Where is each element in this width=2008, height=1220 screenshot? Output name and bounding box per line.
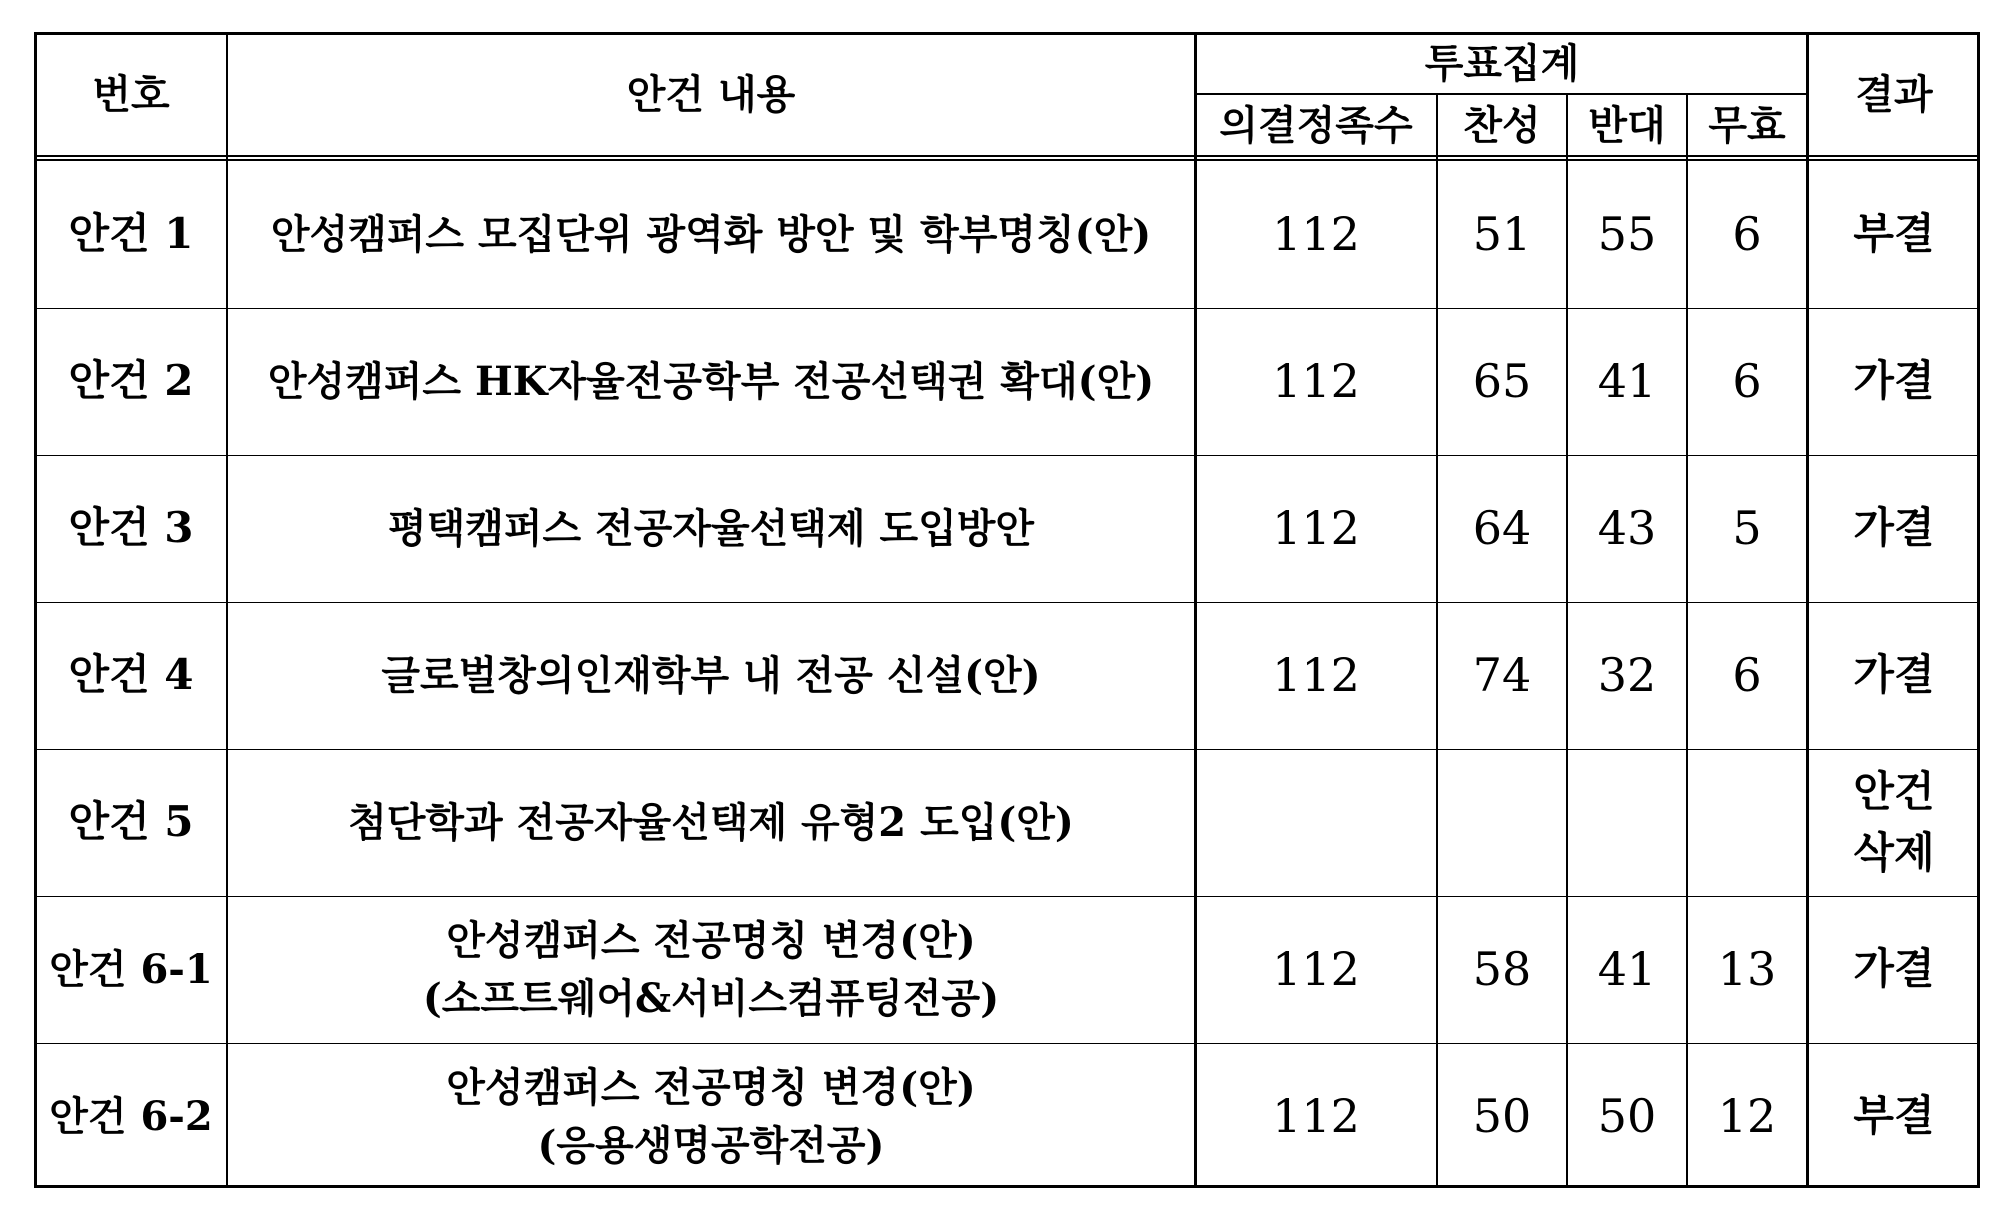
agenda-content-line: 글로벌창의인재학부 내 전공 신설(안) <box>381 651 1041 699</box>
agenda-content <box>228 749 1194 896</box>
agenda-number: 안건 2 <box>68 356 194 406</box>
vote-result-line: 안건 <box>1853 766 1935 816</box>
invalid-count: 6 <box>1732 648 1762 703</box>
vote-result-line: 부결 <box>1853 209 1935 259</box>
yes-count: 64 <box>1472 501 1532 556</box>
quorum-count: 112 <box>1272 354 1360 409</box>
quorum-count <box>1196 749 1436 896</box>
agenda-content <box>228 602 1194 749</box>
invalid-count: 12 <box>1717 1089 1777 1144</box>
header-content: 안건 내용 <box>626 71 796 118</box>
vote-result-line: 삭제 <box>1853 827 1935 877</box>
vote-tally-subline <box>1194 93 1808 95</box>
against-count <box>1568 749 1686 896</box>
yes-count: 65 <box>1472 354 1532 409</box>
yes-count: 51 <box>1472 207 1532 262</box>
vote-result-line: 가결 <box>1853 650 1935 700</box>
col-sep-invalid <box>1806 32 1809 1188</box>
agenda-content-line: 안성캠퍼스 전공명칭 변경(안) <box>446 916 976 964</box>
agenda-content-line: 안성캠퍼스 HK자율전공학부 전공선택권 확대(안) <box>267 357 1155 405</box>
header-result: 결과 <box>1855 71 1933 118</box>
yes-count <box>1438 749 1566 896</box>
vote-result <box>1810 455 1978 602</box>
against-count: 55 <box>1597 207 1657 262</box>
header-separator-upper <box>34 155 1980 157</box>
vote-result-line: 가결 <box>1853 503 1935 553</box>
agenda-number: 안건 6-2 <box>49 1092 213 1140</box>
yes-count: 50 <box>1472 1089 1532 1144</box>
vote-result-line: 가결 <box>1853 356 1935 406</box>
header-against: 반대 <box>1588 101 1666 149</box>
vote-result <box>1810 896 1978 1043</box>
invalid-count: 5 <box>1732 501 1762 556</box>
agenda-content-line: 안성캠퍼스 모집단위 광역화 방안 및 학부명칭(안) <box>270 210 1152 258</box>
vote-result <box>1810 308 1978 455</box>
yes-count: 74 <box>1472 648 1532 703</box>
header-vote-tally: 투표집계 <box>1424 40 1580 87</box>
agenda-content-line: (소프트웨어&서비스컴퓨팅전공) <box>422 974 1000 1022</box>
vote-result <box>1810 161 1978 308</box>
vote-result-line: 부결 <box>1853 1091 1935 1141</box>
agenda-content <box>228 161 1194 308</box>
quorum-count: 112 <box>1272 648 1360 703</box>
agenda-content <box>228 308 1194 455</box>
agenda-content <box>228 1043 1194 1190</box>
against-count: 41 <box>1597 942 1657 997</box>
invalid-count <box>1688 749 1806 896</box>
agenda-number: 안건 1 <box>68 209 194 259</box>
yes-count: 58 <box>1472 942 1532 997</box>
invalid-count: 6 <box>1732 354 1762 409</box>
agenda-content-line: 안성캠퍼스 전공명칭 변경(안) <box>446 1063 976 1111</box>
header-invalid: 무효 <box>1708 101 1786 149</box>
agenda-content-line: 첨단학과 전공자율선택제 유형2 도입(안) <box>348 798 1074 846</box>
agenda-number: 안건 6-1 <box>49 945 213 993</box>
header-quorum: 의결정족수 <box>1219 101 1413 149</box>
vote-result <box>1810 749 1978 896</box>
against-count: 32 <box>1597 648 1657 703</box>
quorum-count: 112 <box>1272 1089 1360 1144</box>
quorum-count: 112 <box>1272 942 1360 997</box>
invalid-count: 13 <box>1717 942 1777 997</box>
against-count: 50 <box>1597 1089 1657 1144</box>
quorum-count: 112 <box>1272 501 1360 556</box>
against-count: 43 <box>1597 501 1657 556</box>
vote-result-line: 가결 <box>1853 944 1935 994</box>
quorum-count: 112 <box>1272 207 1360 262</box>
agenda-content-line: (응용생명공학전공) <box>537 1121 885 1169</box>
agenda-number: 안건 5 <box>68 797 194 847</box>
agenda-content <box>228 896 1194 1043</box>
agenda-number: 안건 3 <box>68 503 194 553</box>
vote-result <box>1810 1043 1978 1190</box>
header-no: 번호 <box>92 71 170 118</box>
agenda-number: 안건 4 <box>68 650 194 700</box>
agenda-content-line: 평택캠퍼스 전공자율선택제 도입방안 <box>387 504 1035 552</box>
table-border-top <box>34 32 1980 35</box>
agenda-content <box>228 455 1194 602</box>
header-yes: 찬성 <box>1463 101 1541 149</box>
invalid-count: 6 <box>1732 207 1762 262</box>
against-count: 41 <box>1597 354 1657 409</box>
vote-result <box>1810 602 1978 749</box>
